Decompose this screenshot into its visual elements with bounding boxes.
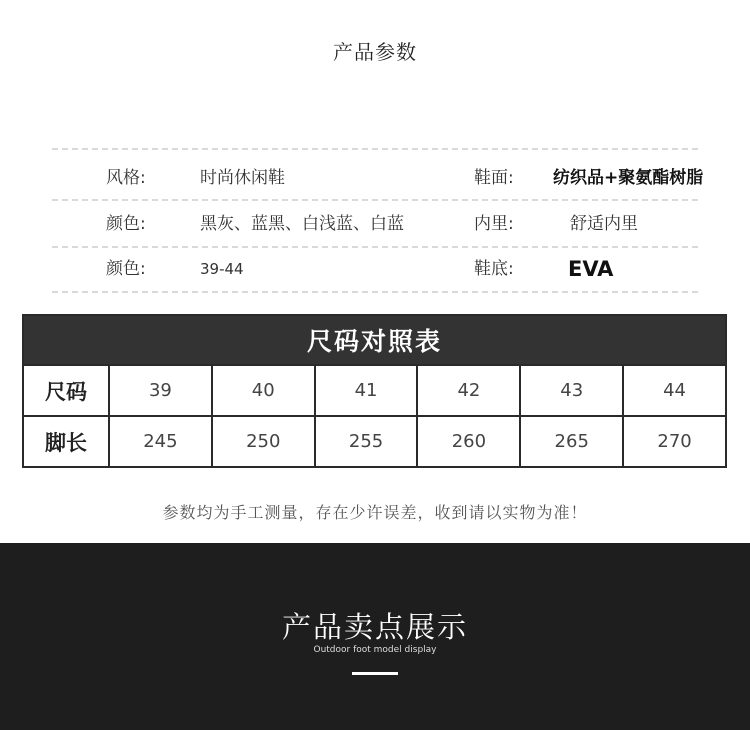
spec-value: 黑灰、蓝黑、白浅蓝、白蓝 xyxy=(200,214,404,234)
table-cell: 270 xyxy=(623,416,726,467)
selling-points-title: 产品卖点展示 xyxy=(281,610,468,644)
size-chart-title: 尺码对照表 xyxy=(23,315,726,365)
table-cell: 42 xyxy=(417,365,520,416)
spec-value: 时尚休闲鞋 xyxy=(200,168,285,188)
selling-points-banner xyxy=(0,543,750,730)
spec-label: 颜色: xyxy=(106,259,146,279)
divider xyxy=(52,246,698,248)
spec-value: EVA xyxy=(568,257,614,281)
table-cell: 260 xyxy=(417,416,520,467)
spec-row-size xyxy=(0,254,750,284)
spec-value: 纺织品+聚氨酯树脂 xyxy=(553,168,704,188)
divider xyxy=(52,291,698,293)
table-cell: 39 xyxy=(109,365,212,416)
spec-label: 鞋面: xyxy=(474,168,514,188)
measurement-note: 参数均为手工测量，存在少许误差，收到请以实物为准！ xyxy=(162,503,588,522)
size-chart-table xyxy=(22,314,727,468)
spec-label: 风格: xyxy=(106,168,146,188)
selling-points-subtitle: Outdoor foot model display xyxy=(313,645,437,655)
table-cell: 40 xyxy=(212,365,315,416)
spec-value: 39-44 xyxy=(200,260,244,278)
row-header: 脚长 xyxy=(23,416,109,467)
spec-label: 内里: xyxy=(474,214,514,234)
table-row xyxy=(23,365,726,416)
spec-row-style xyxy=(0,163,750,193)
table-row xyxy=(23,416,726,467)
table-cell: 265 xyxy=(520,416,623,467)
table-cell: 43 xyxy=(520,365,623,416)
divider xyxy=(52,148,698,150)
table-cell: 41 xyxy=(315,365,418,416)
divider xyxy=(52,199,698,201)
table-cell: 44 xyxy=(623,365,726,416)
title-underline xyxy=(352,672,398,675)
table-cell: 255 xyxy=(315,416,418,467)
spec-label: 鞋底: xyxy=(474,259,514,279)
spec-row-color xyxy=(0,209,750,239)
spec-label: 颜色: xyxy=(106,214,146,234)
row-header: 尺码 xyxy=(23,365,109,416)
table-cell: 250 xyxy=(212,416,315,467)
params-title: 产品参数 xyxy=(333,40,417,64)
spec-value: 舒适内里 xyxy=(570,214,638,234)
table-cell: 245 xyxy=(109,416,212,467)
